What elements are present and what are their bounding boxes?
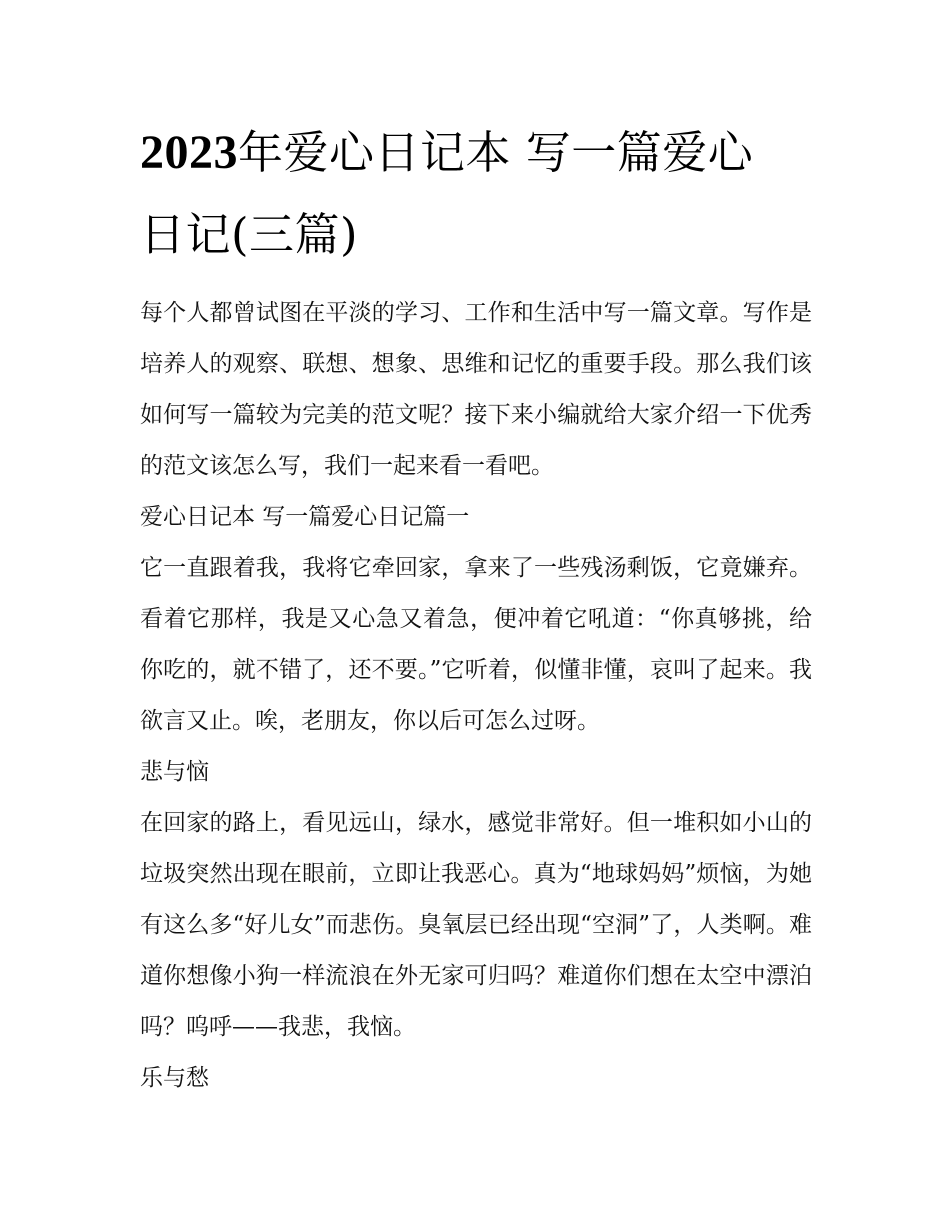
document-content bbox=[140, 112, 812, 1104]
title-text: 年爱心日记本 写一篇爱心日记(三篇) bbox=[140, 126, 754, 261]
environment-paragraph: 在回家的路上，看见远山，绿水，感觉非常好。但一堆积如小山的垃圾突然出现在眼前，立即让我恶心。真为“地球妈妈”烦恼，为她有这么多“好儿女”而悲伤。臭氧层已经出现“空洞”了，人类啊。难道你想像小狗一样流浪在外无家可归吗？难道你们想在太空中漂泊吗？呜呼——我悲，我恼。 bbox=[140, 810, 812, 1040]
document-body bbox=[140, 288, 812, 1104]
subheading-joy: 乐与愁 bbox=[140, 1065, 209, 1091]
document-title bbox=[140, 112, 780, 276]
title-year: 2023 bbox=[140, 126, 238, 179]
subheading-sorrow: 悲与恼 bbox=[140, 759, 209, 785]
intro-paragraph: 每个人都曾试图在平淡的学习、工作和生活中写一篇文章。写作是培养人的观察、联想、想象、思维和记忆的重要手段。那么我们该如何写一篇较为完美的范文呢？接下来小编就给大家介绍一下优秀的范文该怎么写，我们一起来看一看吧。 bbox=[140, 300, 812, 479]
section-heading-1: 爱心日记本 写一篇爱心日记篇一 bbox=[140, 504, 470, 530]
story-paragraph: 它一直跟着我，我将它牵回家，拿来了一些残汤剩饭，它竟嫌弃。看着它那样，我是又心急又着急，便冲着它吼道：“你真够挑，给你吃的，就不错了，还不要。”它听着，似懂非懂，哀叫了起来。我欲言又止。唉，老朋友，你以后可怎么过呀。 bbox=[140, 555, 812, 734]
